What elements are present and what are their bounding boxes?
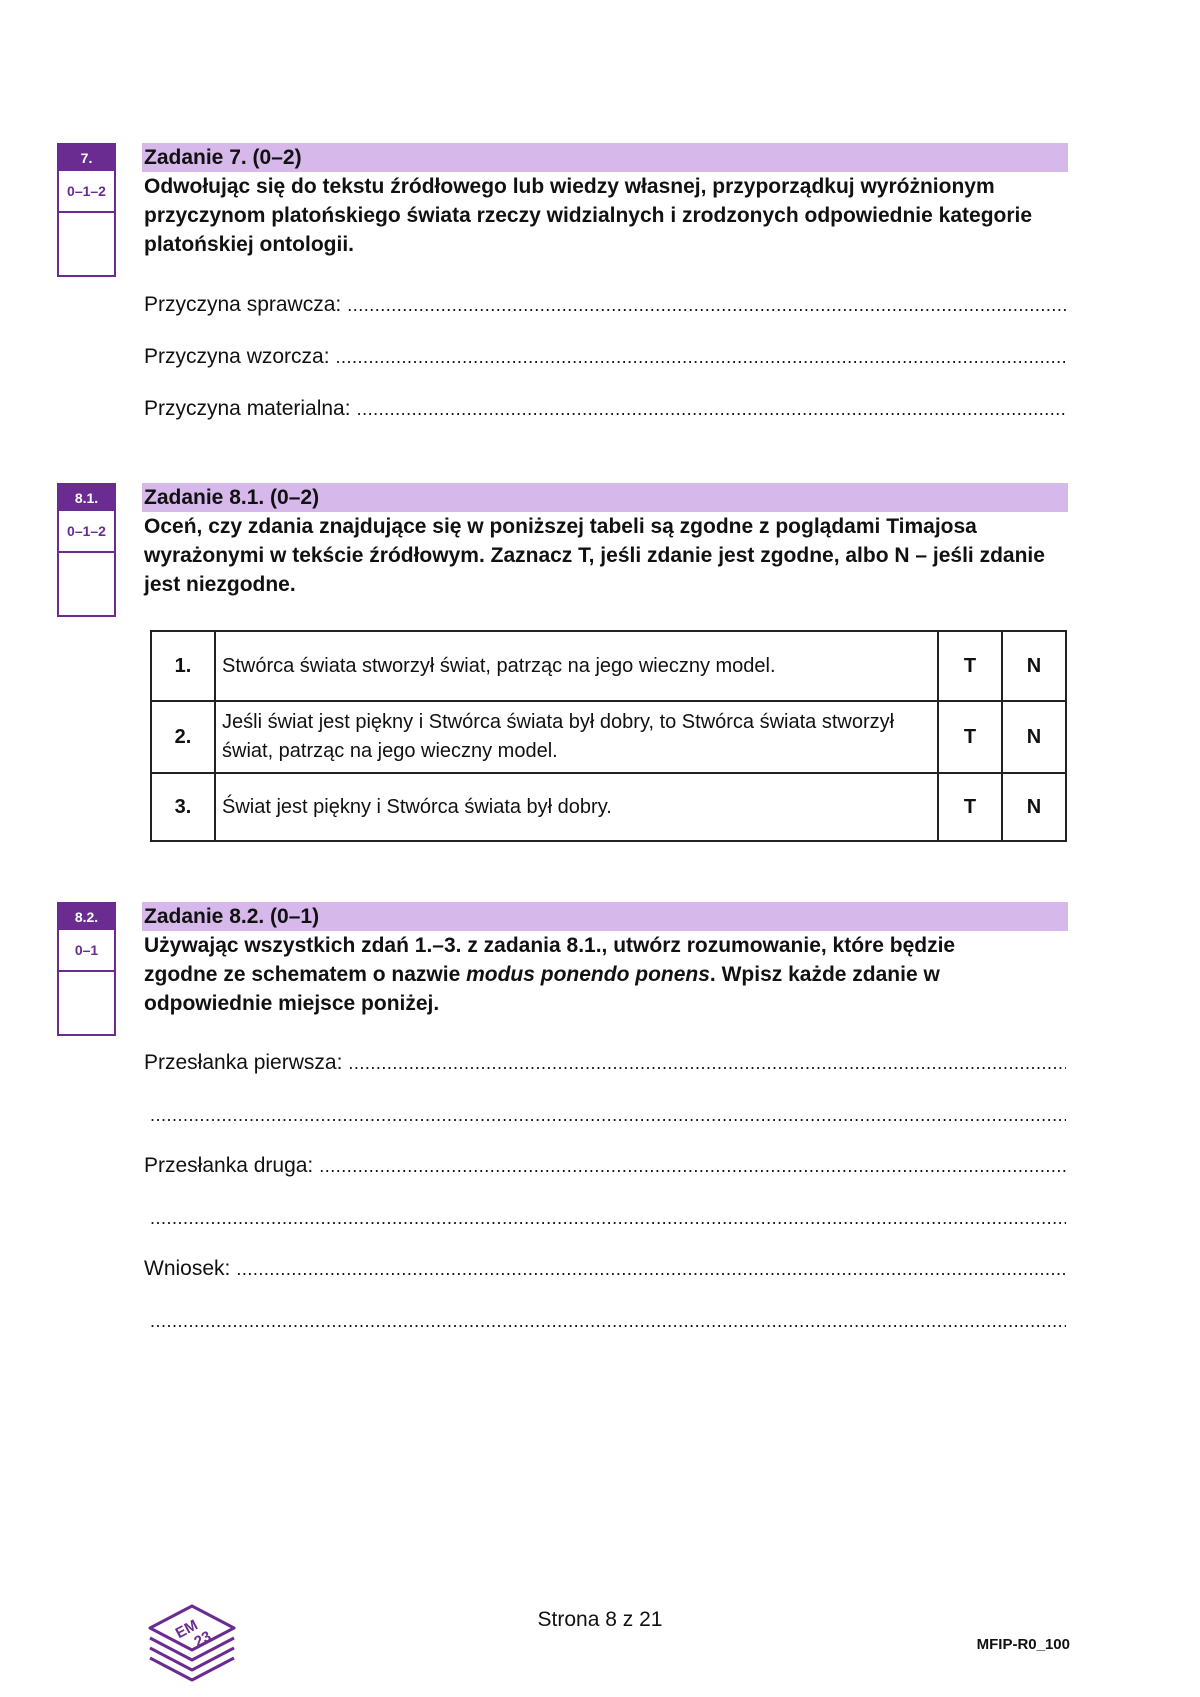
table-row [151,631,1066,701]
score-box-7 [57,143,116,277]
statement: Świat jest piękny i Stwórca świata był dobry. [215,773,938,841]
option-false[interactable]: N [1002,701,1066,773]
task-number: 8.1. [59,485,114,511]
true-false-table [150,630,1067,842]
option-true[interactable]: T [938,631,1002,701]
task-7-heading: Zadanie 7. (0–2) [142,143,1068,172]
page-number: Strona 8 z 21 [537,1608,663,1631]
score-box-8-1 [57,483,116,617]
answer-line[interactable] [144,1153,1066,1179]
statement: Jeśli świat jest piękny i Stwórca świata był dobry, to Stwórca świata stworzył świat, patrząc na jego wieczny model. [215,701,938,773]
answer-label: Przesłanka pierwsza: [144,1051,343,1074]
instruction-part: . Wpisz każde zdanie w odpowiednie miejsce poniżej. [144,963,940,1015]
task-7-instruction: Odwołując się do tekstu źródłowego lub wiedzy własnej, przyporządkuj wyróżnionym przyczynom platońskiego świata rzeczy widzialnych i zrodzonych odpowiednie kategorie platońskiej ontologii. [144,175,1033,256]
score-box-8-2 [57,902,116,1036]
answer-line[interactable] [144,1050,1066,1076]
answer-line[interactable] [144,1308,1066,1334]
row-number: 3. [151,773,215,841]
task-number: 8.2. [59,904,114,930]
answer-line[interactable] [144,292,1066,318]
svg-text:EM: EM [172,1616,201,1643]
option-false[interactable]: N [1002,773,1066,841]
points-range: 0–1–2 [59,171,114,213]
exam-code: MFIP-R0_100 [976,1636,1070,1653]
score-entry[interactable] [59,553,114,615]
answer-label: Przyczyna materialna: [144,397,351,420]
score-entry[interactable] [59,972,114,1034]
points-range: 0–1 [59,930,114,972]
task-8-2-heading: Zadanie 8.2. (0–1) [142,902,1068,931]
option-false[interactable]: N [1002,631,1066,701]
points-range: 0–1–2 [59,511,114,553]
answer-line[interactable] [144,344,1066,370]
table-row [151,773,1066,841]
task-8-1-heading: Zadanie 8.1. (0–2) [142,483,1068,512]
answer-label: Wniosek: [144,1257,231,1280]
answer-line[interactable] [144,1205,1066,1231]
task-8-1-instruction: Oceń, czy zdania znajdujące się w poniższej tabeli są zgodne z poglądami Timajosa wyrażonymi w tekście źródłowym. Zaznacz T, jeśli zdanie jest zgodne, albo N – jeśli zdanie jest niezgodne. [144,515,1045,596]
instruction-part: Używając wszystkich zdań 1.–3. z zadania 8.1., utwórz rozumowanie, które będzie zgodne ze schematem o nazwie [144,934,956,986]
answer-label: Przyczyna sprawcza: [144,293,342,316]
option-true[interactable]: T [938,773,1002,841]
svg-text:23: 23 [191,1627,215,1651]
answer-line[interactable] [144,1256,1066,1282]
option-true[interactable]: T [938,701,1002,773]
statement: Stwórca świata stworzył świat, patrząc na jego wieczny model. [215,631,938,701]
task-number: 7. [59,145,114,171]
row-number: 2. [151,701,215,773]
instruction-italic: modus ponendo ponens [466,963,710,986]
task-8-2-instruction [144,931,1024,1018]
score-entry[interactable] [59,213,114,275]
table-row [151,701,1066,773]
answer-label: Przyczyna wzorcza: [144,345,330,368]
answer-line[interactable] [144,396,1066,422]
answer-label: Przesłanka druga: [144,1154,314,1177]
answer-line[interactable] [144,1102,1066,1128]
row-number: 1. [151,631,215,701]
